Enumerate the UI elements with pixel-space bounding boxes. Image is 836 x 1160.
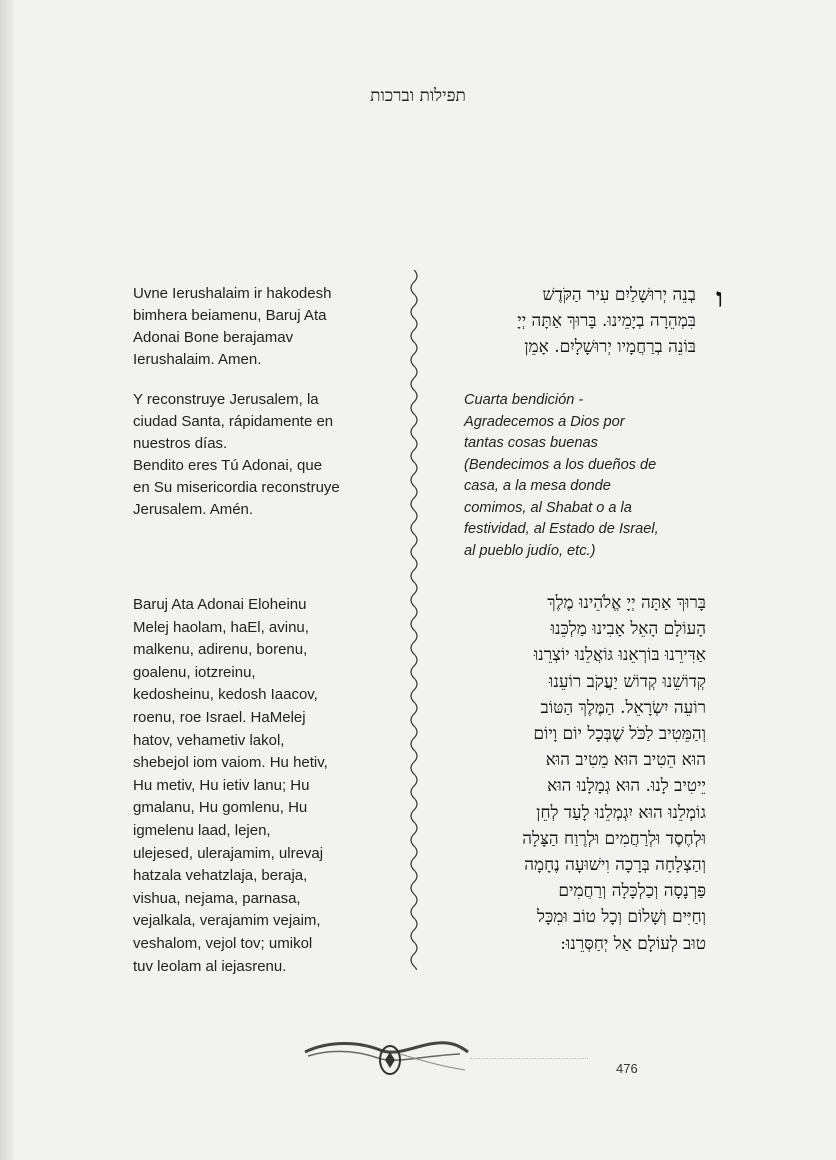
- ornament-icon: [300, 1030, 470, 1085]
- binding-shadow: [0, 0, 14, 1160]
- page-header: תפילות וברכות: [370, 86, 466, 106]
- wavy-divider: [402, 270, 426, 970]
- page-number: 476: [616, 1061, 638, 1076]
- blessing-note: Cuarta bendición - Agradecemos a Dios por tantas cosas buenas (Bendecimos a los dueños de casa, a la mesa donde comimos, al Shabat o a la festividad, al Estado de Israel, al pueblo judío, etc.): [464, 392, 659, 559]
- hebrew-block-1: בְנֵה יְרוּשָׁלַיִם עִיר הַקֹּדֶשׁ בִּמְהֵרָה בְיָמֵינוּ. בָּרוּךְ אַתָּה יְיָ בּוֹנֵה בְרַחֲמָיו יְרוּשָׁלָיִם. אָמֵן: [517, 285, 696, 357]
- hebrew-block-2: בָּרוּךְ אַתָּה יְיָ אֱלֹהֵינוּ מֶלֶךְ הָעוֹלָם הָאֵל אָבִינוּ מַלְכֵּנוּ אַדִּירֵנוּ בּוֹרְאֵנוּ גּוֹאֲלֵנוּ יוֹצְרֵנוּ קְדוֹשֵׁנוּ קְדוֹשׁ יַעֲקֹב רוֹעֵנוּ רוֹעֵה יִשְׂרָאֵל. הַמֶּלֶךְ הַטּוֹב וְהַמֵּטִיב לַכֹּל שֶׁבְּכָל יוֹם וָיוֹם הוּא הֵטִיב הוּא מֵטִיב הוּא יֵיטִיב לָנוּ. הוּא גְמָלָנוּ הוּא גוֹמְלֵנוּ הוּא יִגְמְלֵנוּ לָעַד לְחֵן וּלְחֶסֶד וּלְרַחֲמִים וּלְרֶוַח הַצָּלָה וְהַצְלָחָה בְּרָכָה וִישׁוּעָה נֶחָמָה פַּרְנָסָה וְכַלְכָּלָה וְרַחֲמִים וְחַיִּים וְשָׁלוֹם וְכָל טוֹב וּמִכָּל טוּב לְעוֹלָם אַל יְחַסְּרֵנוּ:: [522, 593, 706, 954]
- transliteration-block-1: Uvne Ierushalaim ir hakodesh bimhera beiamenu, Baruj Ata Adonai Bone berajamav Ierushalaim. Amen.: [133, 285, 332, 368]
- dotted-rule: [470, 1058, 588, 1059]
- section-letter: ו: [716, 283, 723, 314]
- translation-block: Y reconstruye Jerusalem, la ciudad Santa, rápidamente en nuestros días. Bendito eres Tú Adonai, que en Su misericordia reconstruye Jerusalem. Amén.: [133, 391, 340, 518]
- transliteration-block-2: Baruj Ata Adonai Eloheinu Melej haolam, haEl, avinu, malkenu, adirenu, borenu, goalenu, iotzreinu, kedosheinu, kedosh Iaacov, roenu, roe Israel. HaMelej hatov, vehametiv lakol, shebejol iom vaiom. Hu hetiv, Hu metiv, Hu ietiv lanu; Hu gmalanu, Hu gomlenu, Hu igmelenu laad, lejen, ulejesed, ulerajamim, ulrevaj hatzala vehatzlaja, beraja, vishua, nejama, parnasa, vejalkala, verajamim vejaim, veshalom, vejol tov; umikol tuv leolam al iejasrenu.: [133, 596, 328, 975]
